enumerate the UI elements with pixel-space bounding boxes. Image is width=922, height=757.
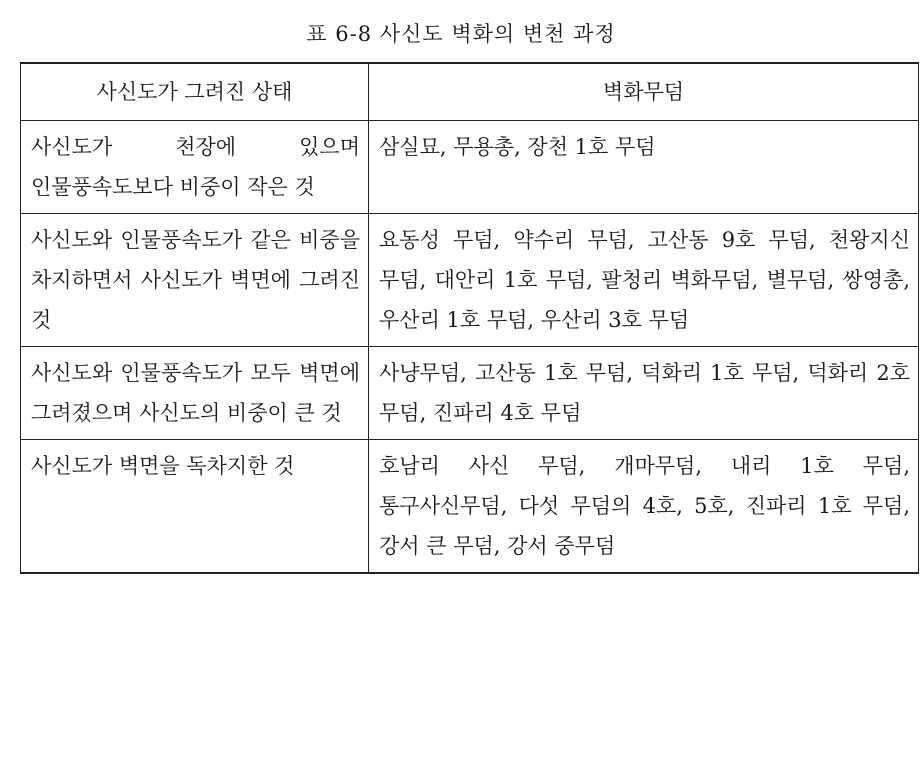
murals-table [20,62,919,574]
table-row [21,121,919,214]
cell-state [21,121,369,214]
cell-tombs-text: 요동성 무덤, 약수리 무덤, 고산동 9호 무덤, 천왕지신 무덤, 대안리 1호 무덤, 팔청리 벽화무덤, 별무덤, 쌍영총, 우산리 1호 무덤, 우산리 3호 무덤 [379,228,910,332]
cell-state-text: 사신도가 천장에 있으며 인물풍속도보다 비중이 작은 것 [31,135,360,199]
cell-tombs [369,440,919,574]
cell-state-text: 사신도와 인물풍속도가 모두 벽면에 그려졌으며 사신도의 비중이 큰 것 [31,361,360,425]
table-caption: 표 6-8 사신도 벽화의 변천 과정 [306,22,616,46]
cell-tombs [369,347,919,440]
cell-tombs-text: 호남리 사신 무덤, 개마무덤, 내리 1호 무덤, 통구사신무덤, 다섯 무덤의 4호, 5호, 진파리 1호 무덤, 강서 큰 무덤, 강서 중무덤 [379,454,910,558]
cell-state-text: 사신도와 인물풍속도가 같은 비중을 차지하면서 사신도가 벽면에 그려진 것 [31,228,360,332]
header-tombs: 벽화무덤 [369,63,919,121]
cell-tombs [369,214,919,347]
table-row [21,347,919,440]
header-state: 사신도가 그려진 상태 [21,63,369,121]
cell-tombs-text: 사냥무덤, 고산동 1호 무덤, 덕화리 1호 무덤, 덕화리 2호 무덤, 진파리 4호 무덤 [379,361,910,425]
table-row [21,440,919,574]
table-row [21,214,919,347]
cell-state-text: 사신도가 벽면을 독차지한 것 [31,454,295,478]
table-header-row [21,63,919,121]
cell-tombs-text: 삼실묘, 무용총, 장천 1호 무덤 [379,135,656,159]
cell-state [21,440,369,574]
cell-tombs [369,121,919,214]
cell-state [21,214,369,347]
cell-state [21,347,369,440]
